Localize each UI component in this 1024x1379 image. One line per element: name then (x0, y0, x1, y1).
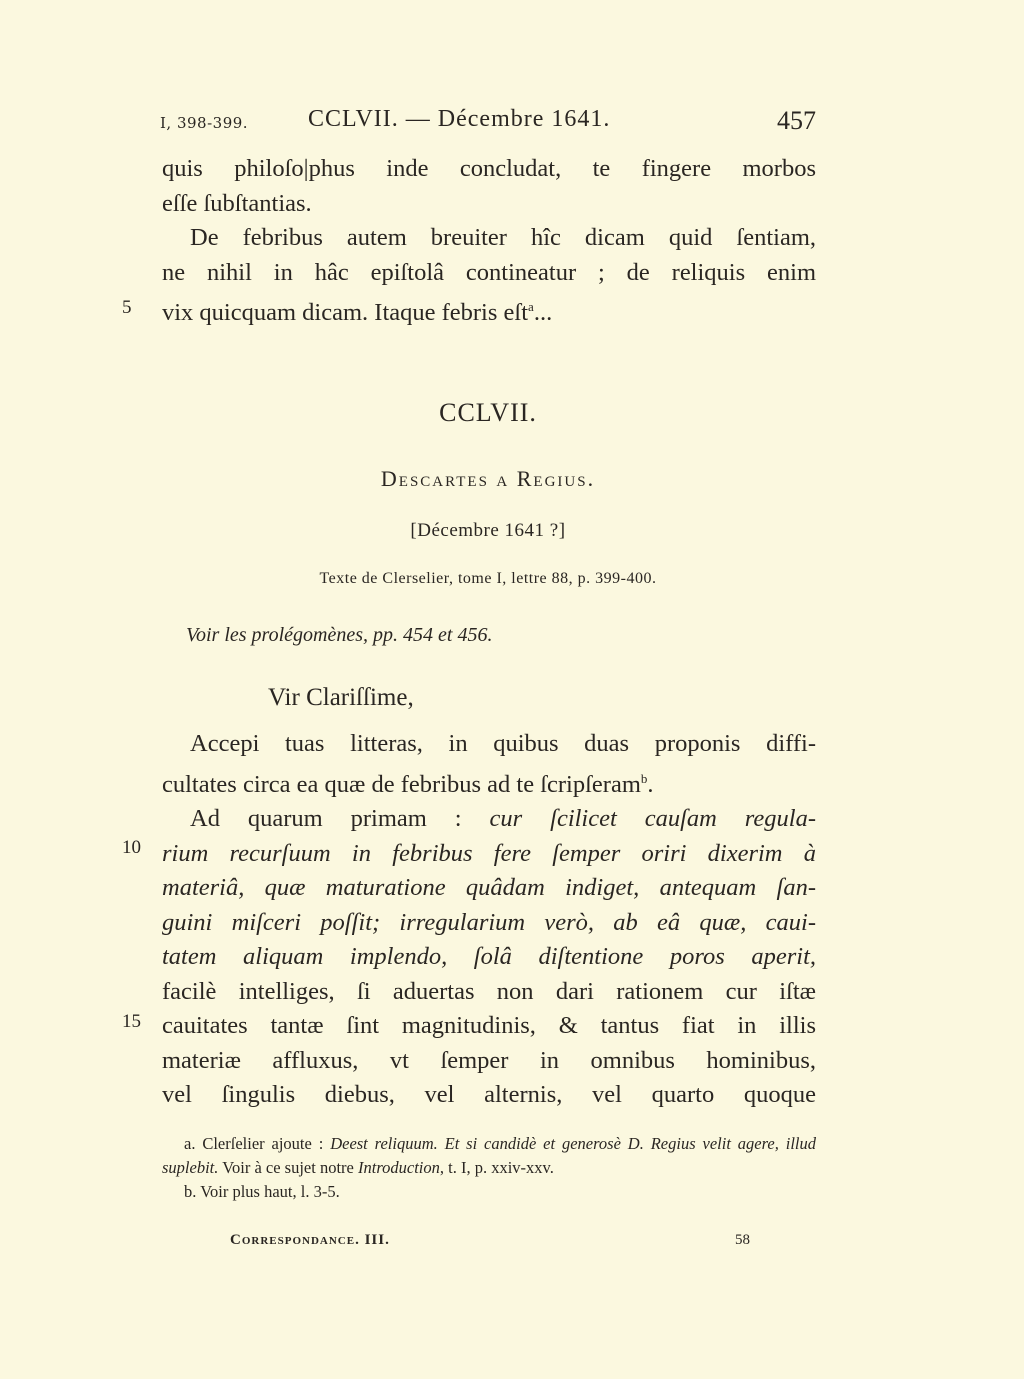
source-note: Texte de Clerselier, tome I, lettre 88, p. 399-400. (319, 570, 657, 587)
signature-title: Correspondance. III. (230, 1232, 390, 1248)
page-number: 457 (777, 106, 816, 135)
text-line: facilè intelliges, ſi aduertas non dari rationem cur iſtæ (162, 977, 816, 1005)
text-line: Ad quarum primam : cur ſcilicet cauſam regula- (190, 805, 817, 833)
text-line: materiæ affluxus, vt ſemper in omnibus hominibus, (162, 1046, 816, 1074)
footnotes (162, 1132, 816, 1204)
running-head-title: CCLVII. — Décembre 1641. (308, 106, 611, 132)
see-also-note: Voir les prolégomènes, pp. 454 et 456. (186, 624, 493, 646)
letter-number: CCLVII. (439, 398, 537, 427)
line-number-15: 15 (122, 1011, 141, 1032)
salutation: Vir Clariſſime, (268, 684, 414, 711)
line-number-5: 5 (122, 297, 132, 318)
text-line: vix quicquam dicam. Itaque febris eſt$^a$... (162, 299, 553, 327)
text-line: quis philoſo|phus inde concludat, te fingere morbos (162, 155, 816, 182)
letter-body (162, 727, 816, 1113)
letter-date: [Décembre 1641 ?] (410, 520, 566, 541)
text-line: vel ſingulis diebus, vel alternis, vel quarto quoque (162, 1081, 816, 1109)
text-line: eſſe ſubſtantias. (162, 189, 312, 217)
text-line: tatem aliquam implendo, ſolâ diſtentione poros aperit, (162, 943, 816, 971)
text-line: materiâ, quæ maturatione quâdam indiget, antequam ſan- (162, 874, 816, 902)
running-head-reference: I, 398-399. (160, 114, 249, 132)
text-line: guini miſceri poſſit; irregularium verò, ab eâ quæ, caui- (162, 908, 816, 936)
text-line: De febribus autem breuiter hîc dicam quid ſentiam, (190, 224, 816, 251)
running-head (160, 106, 816, 140)
footnote-ref-a: a (528, 299, 534, 314)
text-line: cultates circa ea quæ de febribus ad te ſcripſeram$^b$. (162, 770, 654, 798)
text-line: Accepi tuas litteras, in quibus duas proponis diffi- (190, 730, 816, 757)
text-line: ne nihil in hâc epiſtolâ contineatur ; de reliquis enim (162, 258, 816, 286)
continued-text (162, 152, 816, 331)
text-line: cauitates tantæ ſint magnitudinis, & tantus fiat in illis (162, 1012, 816, 1040)
footnote-b: b. Voir plus haut, l. 3-5. (184, 1182, 340, 1201)
footnote-ref-b: b (640, 770, 648, 786)
letter-title: Descartes a Regius. (380, 466, 596, 491)
line-number-10: 10 (122, 837, 141, 858)
signature-number: 58 (735, 1232, 750, 1248)
footnote-a: a. Clerſelier ajoute : Deest reliquum. Et si candidè et generosè D. Regius velit agere, illud suplebit. Voir à ce sujet notre Introduction, t. I, p. xxiv-xxv. (162, 1134, 817, 1177)
text-line: rium recurſuum in febribus fere ſemper oriri dixerim à (162, 839, 816, 867)
